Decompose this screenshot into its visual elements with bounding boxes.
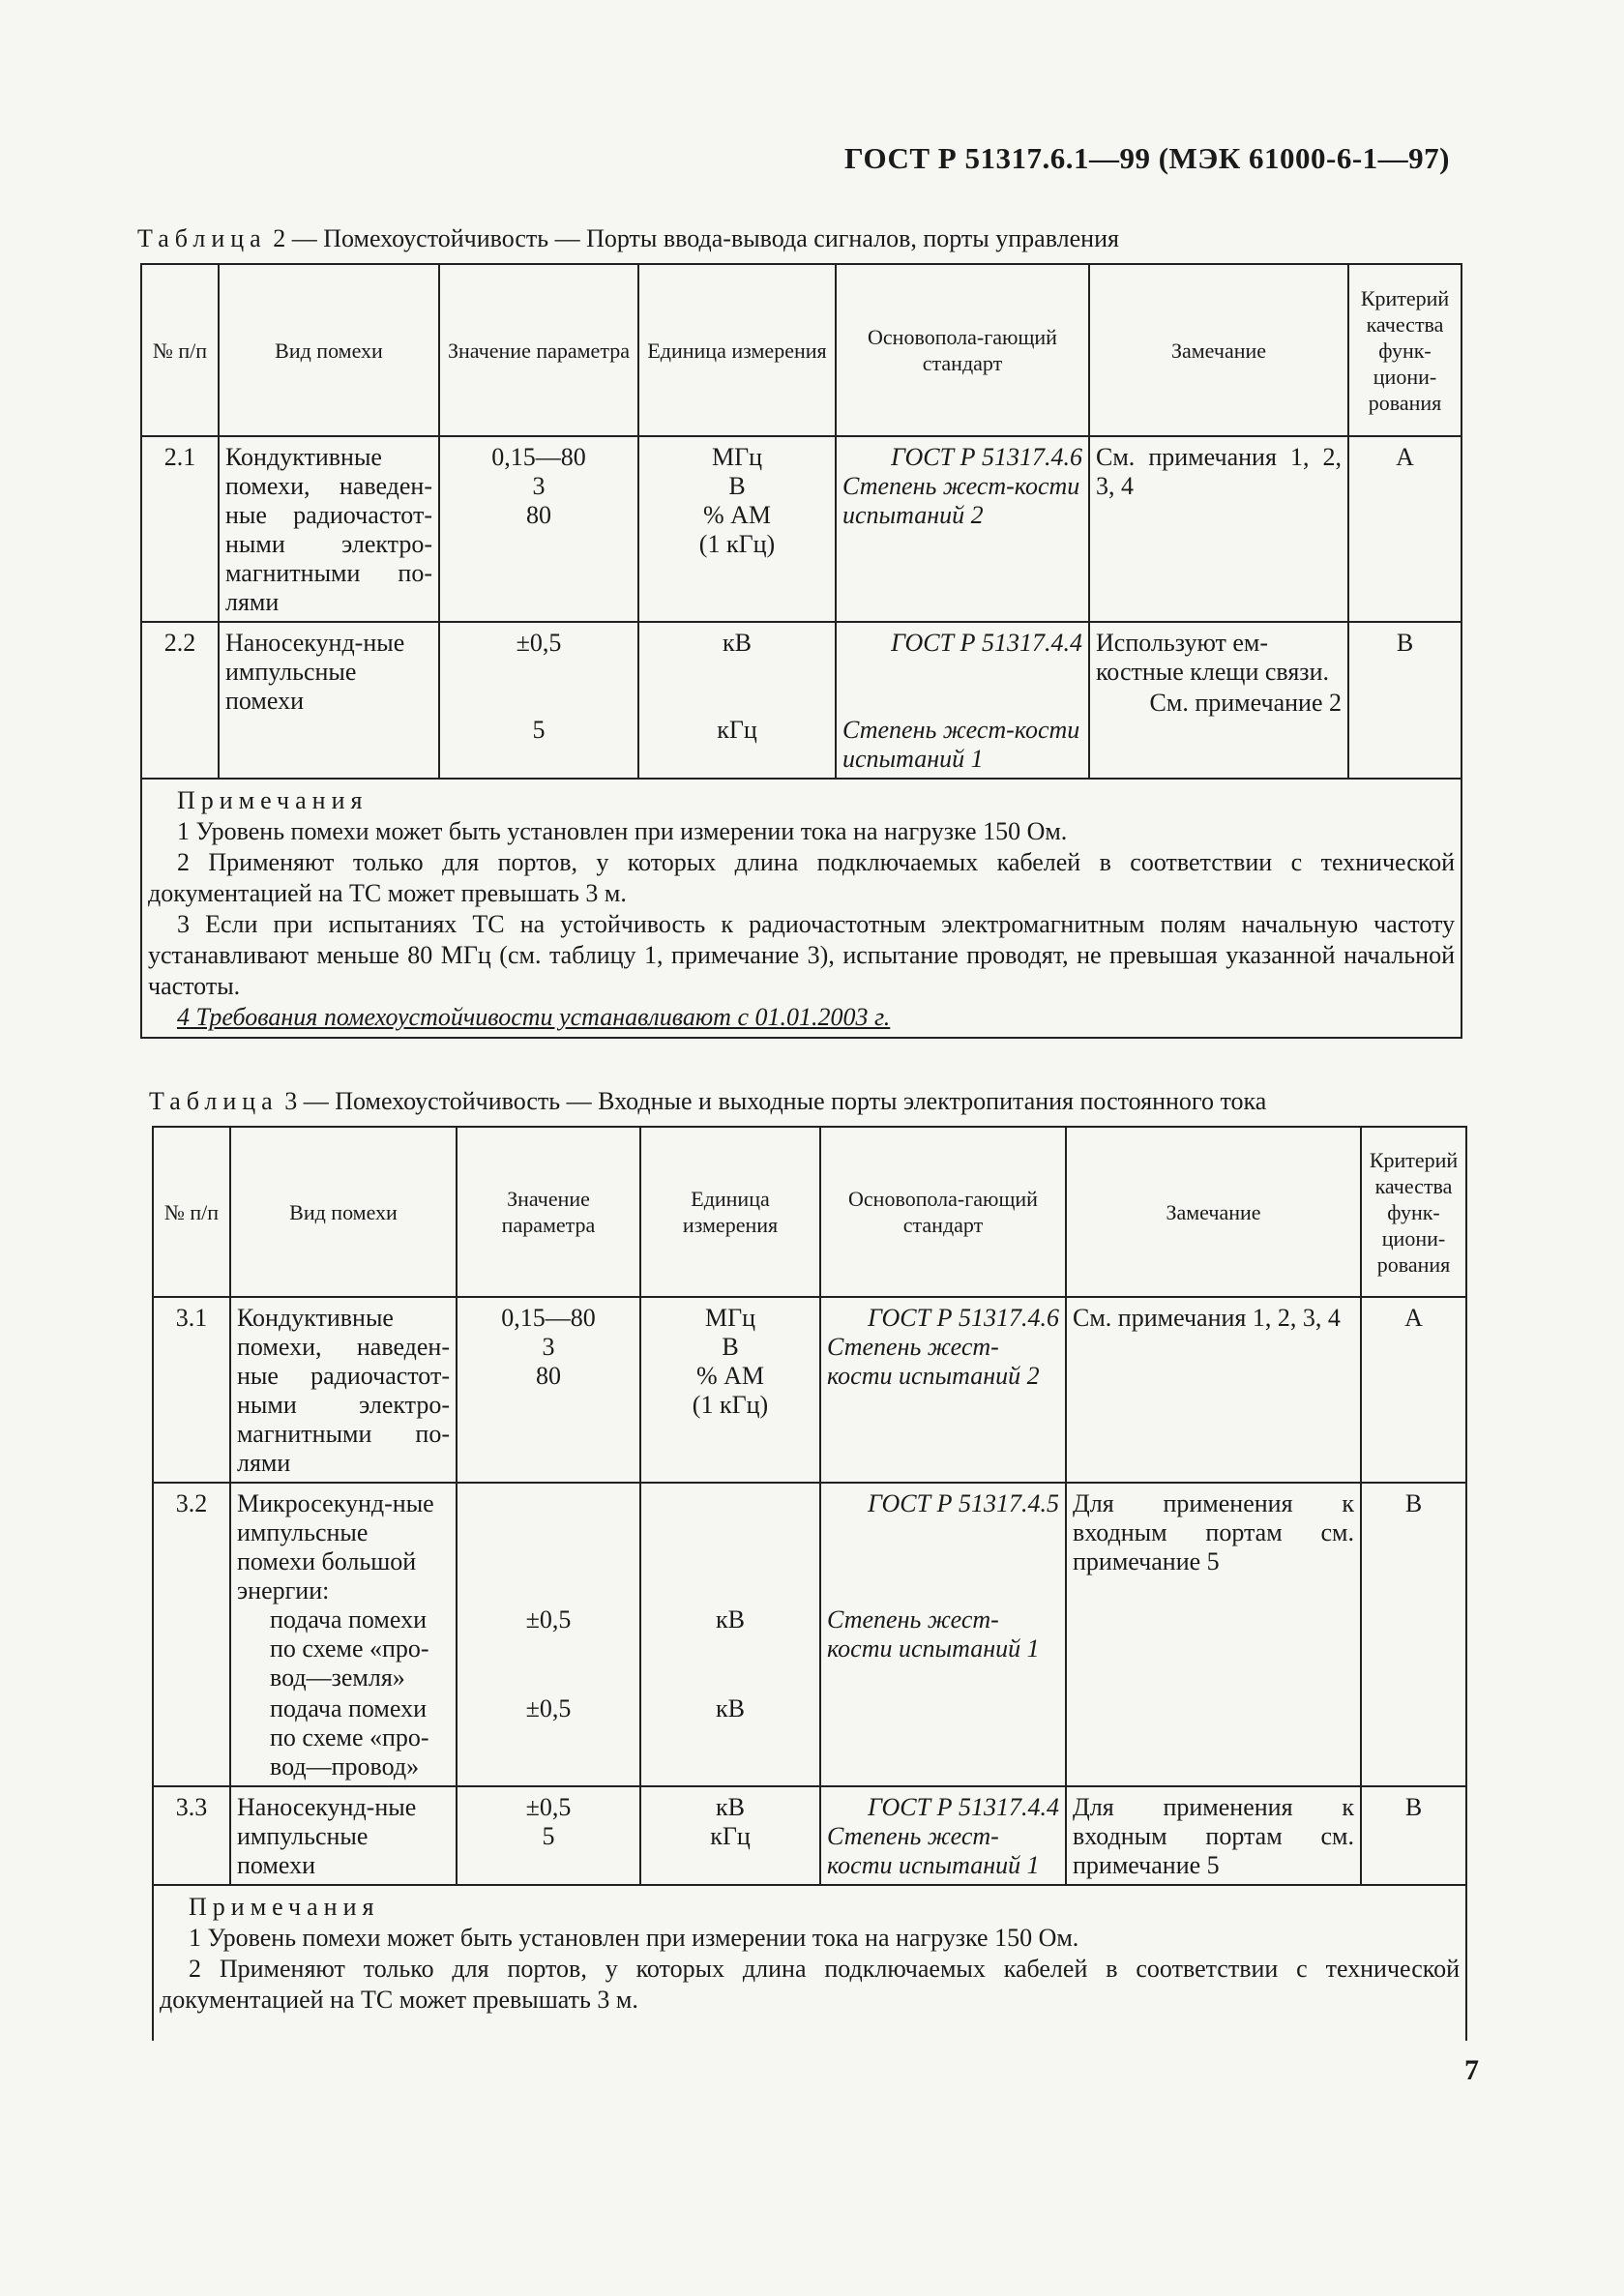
row-criterion: B	[1361, 1483, 1466, 1786]
col-header-unit: Единица измерения	[640, 1127, 820, 1297]
col-header-remark: Замечание	[1089, 264, 1348, 436]
standard-name: ГОСТ Р 51317.4.4	[868, 1793, 1059, 1821]
table3-caption	[149, 1087, 1266, 1116]
document-header: ГОСТ Р 51317.6.1—99 (МЭК 61000-6-1—97)	[844, 141, 1450, 175]
col-header-criterion: Критерий качества функ-циони-рования	[1348, 264, 1462, 436]
row-num: 3.2	[153, 1483, 230, 1786]
row-unit: кВ кГц	[640, 1786, 820, 1885]
value-wire-wire: ±0,5	[525, 1694, 572, 1722]
row-num: 3.3	[153, 1786, 230, 1885]
note-2: 2 Применяют только для портов, у которых длина подключаемых кабелей в соответствии с технической документацией на ТС может превышать 3 м.	[148, 848, 1455, 907]
table2-caption	[137, 224, 1119, 253]
row-standard	[836, 436, 1089, 622]
remark-note-ref: См. примечание 2	[1149, 689, 1342, 717]
row-type: Наносекунд-ные импульсные помехи	[219, 622, 439, 779]
standard-name: ГОСТ Р 51317.4.6	[868, 1304, 1059, 1332]
table2-caption-text: 2 — Помехоустойчивость — Порты ввода-вывода сигналов, порты управления	[266, 224, 1119, 252]
col-header-num: № п/п	[153, 1127, 230, 1297]
value-wire-ground: ±0,5	[525, 1605, 572, 1634]
note-1: 1 Уровень помехи может быть установлен при измерении тока на нагрузке 150 Ом.	[189, 1924, 1079, 1952]
table-row	[153, 1786, 1466, 1885]
col-header-criterion: Критерий качества функ-циони-рования	[1361, 1127, 1466, 1297]
row-unit	[640, 1483, 820, 1786]
row-type	[230, 1483, 457, 1786]
row-value	[457, 1483, 640, 1786]
row-remark	[1089, 622, 1348, 779]
row-value: 0,15—80 3 80	[457, 1297, 640, 1483]
severity-level: Степень жест-кости испытаний 2	[827, 1333, 1040, 1390]
unit-wire-wire: кВ	[716, 1694, 745, 1722]
value-frequency: 5	[532, 716, 546, 744]
row-type: Наносекунд-ные импульсные помехи	[230, 1786, 457, 1885]
note-4: 4 Требования помехоустойчивости устанавливают с 01.01.2003 г.	[177, 1003, 891, 1031]
row-remark: Для применения к входным портам см. примечание 5	[1066, 1786, 1361, 1885]
col-header-unit: Единица измерения	[638, 264, 836, 436]
type-sub-wire-ground: подача помехи по схеме «про-вод—земля»	[270, 1605, 429, 1692]
row-standard	[820, 1297, 1066, 1483]
row-unit	[638, 622, 836, 779]
notes-title: Примечания	[177, 786, 369, 814]
col-header-value: Значение параметра	[457, 1127, 640, 1297]
col-header-num: № п/п	[141, 264, 219, 436]
table2-header-row	[141, 264, 1462, 436]
table3-caption-text: 3 — Помехоустойчивость — Входные и выходные порты электропитания постоянного тока	[278, 1087, 1267, 1115]
table-2	[140, 263, 1462, 1039]
severity-level: Степень жест-кости испытаний 1	[842, 716, 1080, 773]
unit-voltage: кВ	[723, 629, 752, 657]
table-row	[153, 1483, 1466, 1786]
table3-notes	[153, 1885, 1466, 2041]
row-standard	[820, 1786, 1066, 1885]
severity-level: Степень жест-кости испытаний 1	[827, 1605, 1040, 1663]
notes-title: Примечания	[189, 1893, 380, 1921]
value-voltage: ±0,5	[516, 629, 562, 657]
severity-level: Степень жест-кости испытаний 1	[827, 1822, 1040, 1879]
table3-caption-word: Таблица	[149, 1087, 279, 1115]
table-row	[153, 1297, 1466, 1483]
remark-text: Используют ем-костные клещи связи.	[1096, 629, 1329, 686]
row-num: 2.2	[141, 622, 219, 779]
standard-name: ГОСТ Р 51317.4.6	[891, 443, 1082, 471]
col-header-type: Вид помехи	[230, 1127, 457, 1297]
row-criterion: A	[1361, 1297, 1466, 1483]
col-header-standard: Основопола-гающий стандарт	[820, 1127, 1066, 1297]
col-header-type: Вид помехи	[219, 264, 439, 436]
note-2: 2 Применяют только для портов, у которых длина подключаемых кабелей в соответствии с технической документацией на ТС может превышать 3 м.	[160, 1955, 1460, 2014]
table3-header-row	[153, 1127, 1466, 1297]
table-3	[152, 1126, 1467, 2041]
table3-notes-row	[153, 1885, 1466, 2041]
col-header-remark: Замечание	[1066, 1127, 1361, 1297]
note-3: 3 Если при испытаниях ТС на устойчивость к радиочастотным электромагнитным полям начальную частоту устанавливают меньше 80 МГц (см. таблицу 1, примечание 3), испытание проводят, не превышая указанной начальной частоты.	[148, 910, 1455, 1000]
row-type: Кондуктивные помехи, наведен-ные радиочастот-ными электро-магнитными по-лями	[230, 1297, 457, 1483]
table2-notes	[141, 779, 1462, 1038]
unit-wire-ground: кВ	[716, 1605, 745, 1634]
row-num: 3.1	[153, 1297, 230, 1483]
table2-notes-row	[141, 779, 1462, 1038]
row-remark: См. примечания 1, 2, 3, 4	[1066, 1297, 1361, 1483]
table-row	[141, 436, 1462, 622]
row-unit: МГц В % AM (1 кГц)	[640, 1297, 820, 1483]
row-criterion: B	[1348, 622, 1462, 779]
table2-caption-word: Таблица	[137, 224, 267, 252]
row-criterion: B	[1361, 1786, 1466, 1885]
table-row	[141, 622, 1462, 779]
row-value: ±0,5 5	[457, 1786, 640, 1885]
standard-name: ГОСТ Р 51317.4.5	[868, 1489, 1059, 1517]
col-header-standard: Основопола-гающий стандарт	[836, 264, 1089, 436]
row-remark: См. примечания 1, 2, 3, 4	[1089, 436, 1348, 622]
type-main: Микросекунд-ные импульсные помехи большой энергии:	[237, 1489, 434, 1604]
page-number: 7	[1464, 2054, 1479, 2086]
row-standard	[836, 622, 1089, 779]
severity-level: Степень жест-кости испытаний 2	[842, 472, 1080, 529]
row-value	[439, 622, 638, 779]
row-type: Кондуктивные помехи, наведен-ные радиочастот-ными электро-магнитными по-лями	[219, 436, 439, 622]
row-remark: Для применения к входным портам см. примечание 5	[1066, 1483, 1361, 1786]
row-value: 0,15—80 3 80	[439, 436, 638, 622]
col-header-value: Значение параметра	[439, 264, 638, 436]
row-standard	[820, 1483, 1066, 1786]
row-criterion: A	[1348, 436, 1462, 622]
row-num: 2.1	[141, 436, 219, 622]
standard-name: ГОСТ Р 51317.4.4	[891, 629, 1082, 657]
unit-frequency: кГц	[717, 716, 757, 744]
row-unit: МГц В % AM (1 кГц)	[638, 436, 836, 622]
type-sub-wire-wire: подача помехи по схеме «про-вод—провод»	[270, 1694, 429, 1781]
note-1: 1 Уровень помехи может быть установлен при измерении тока на нагрузке 150 Ом.	[177, 817, 1068, 845]
